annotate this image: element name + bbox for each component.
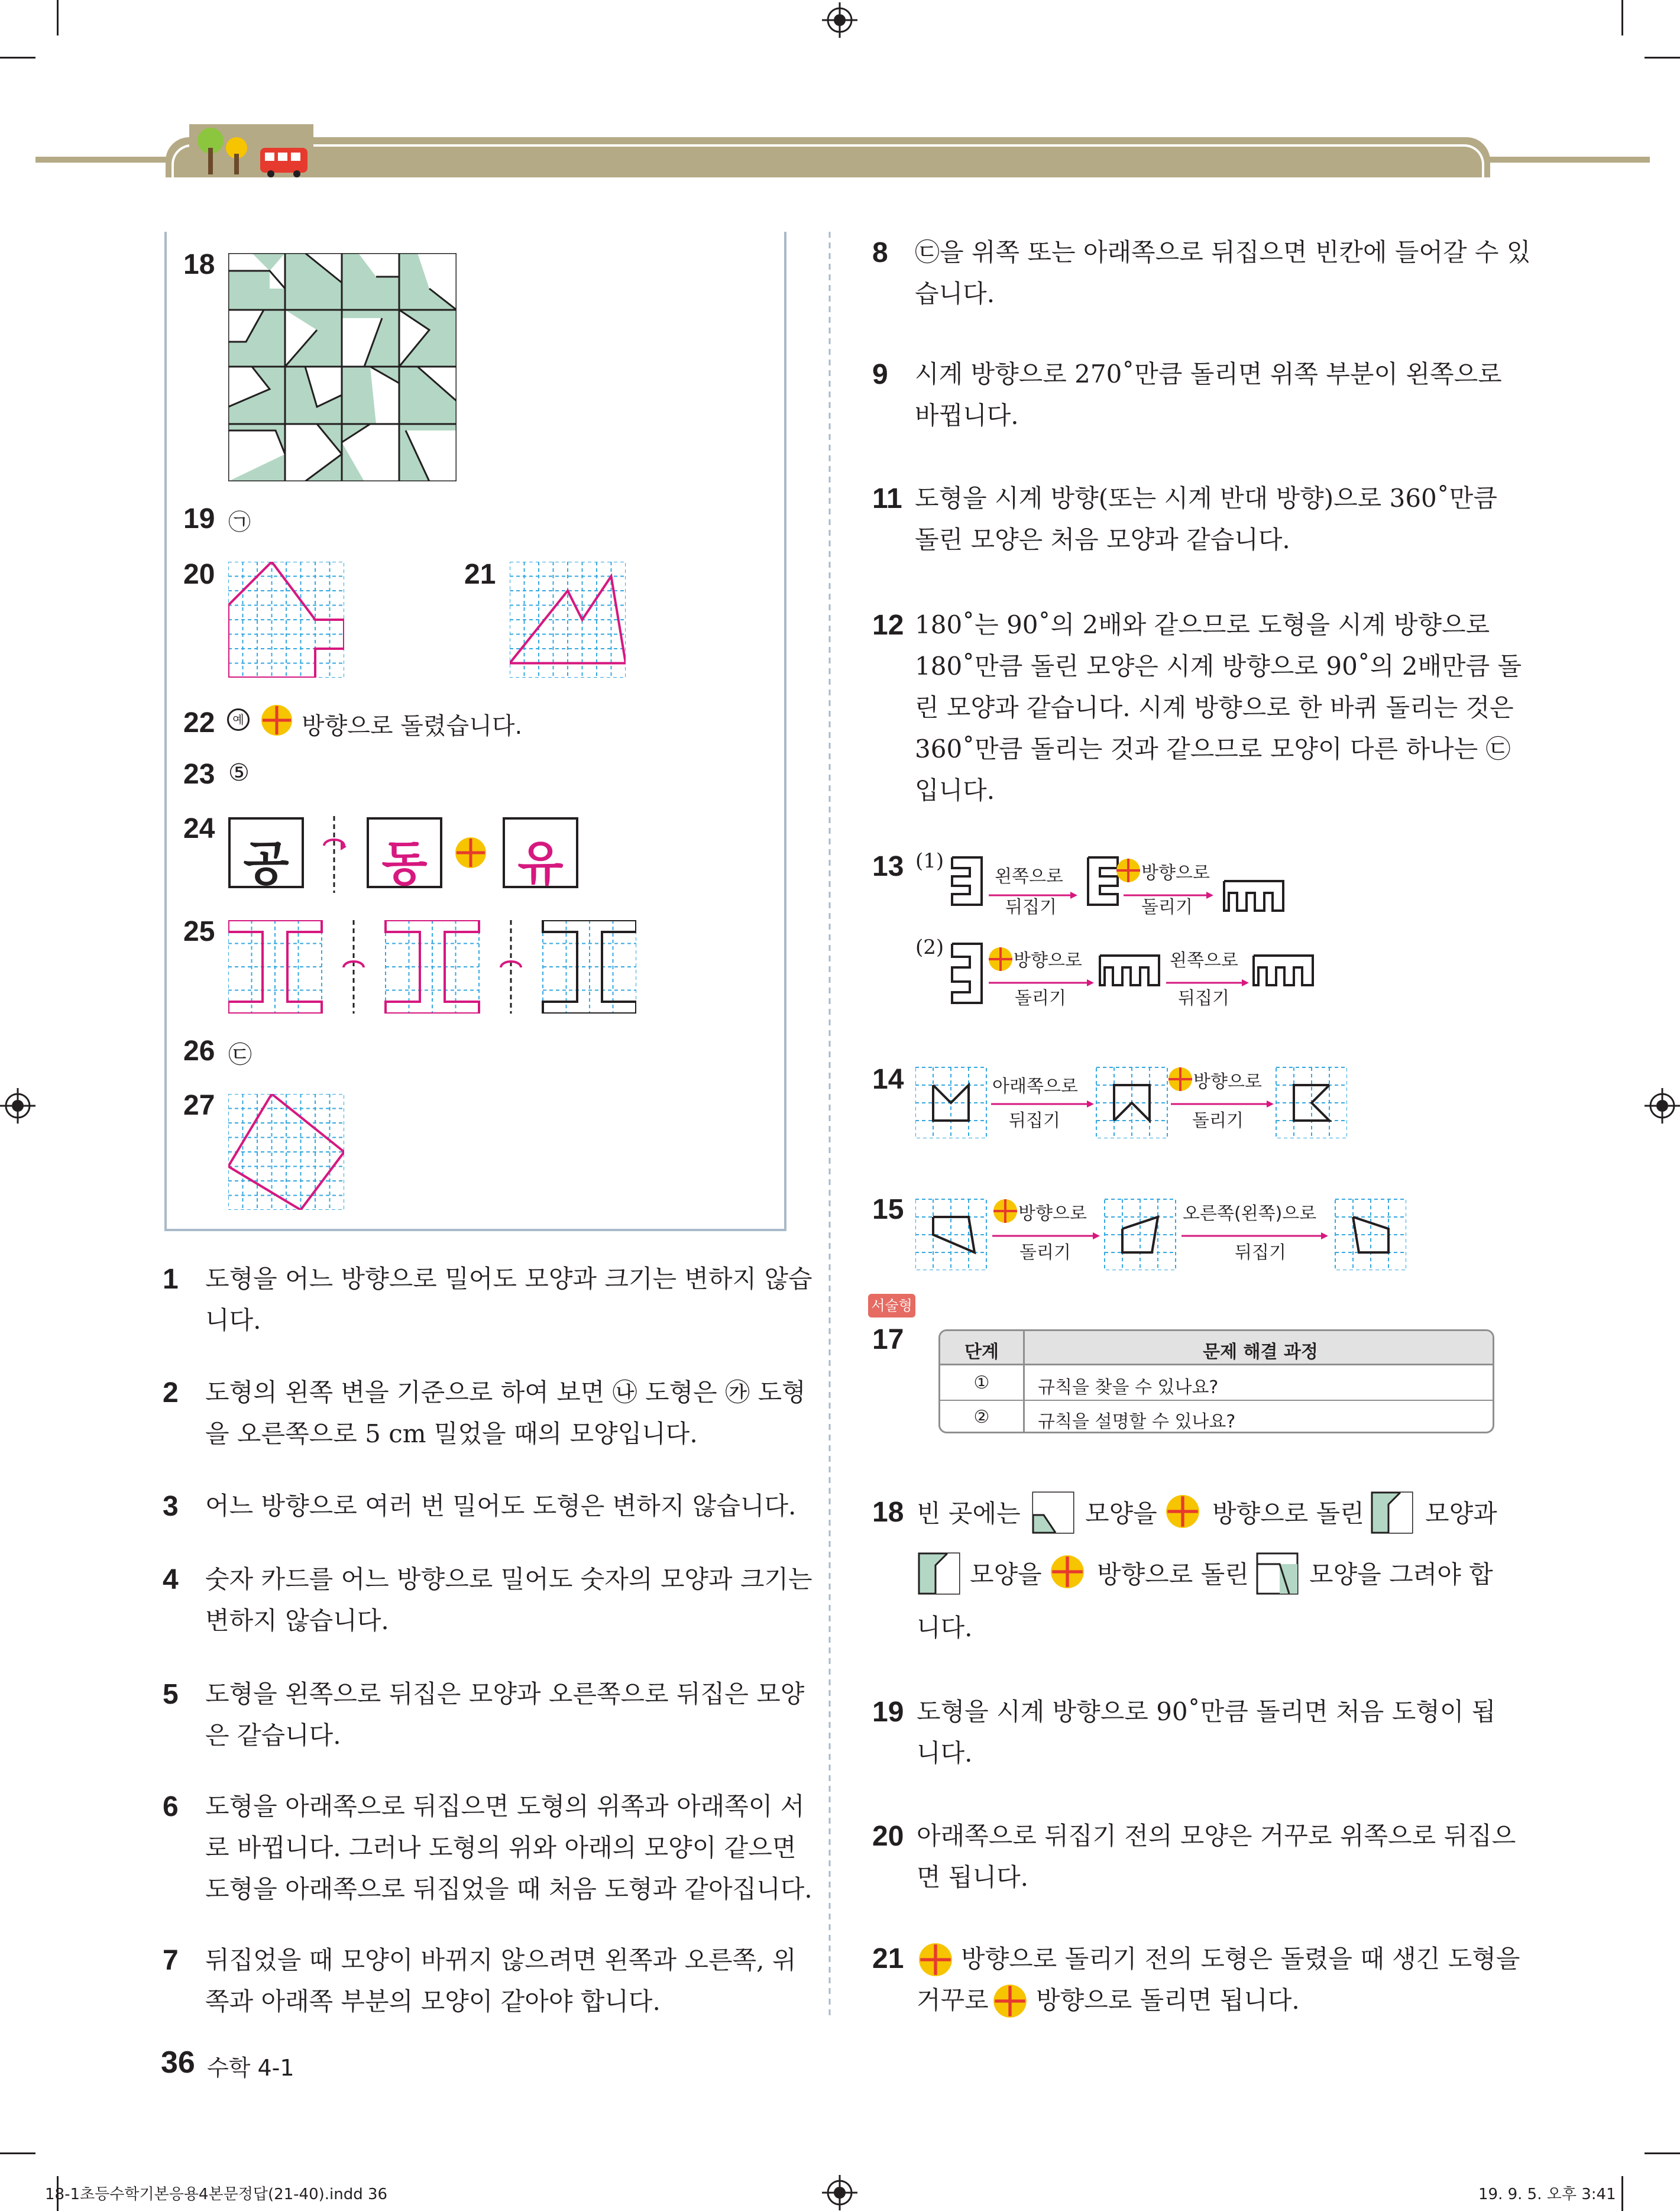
item-number: 4 — [163, 1564, 179, 1595]
table-row-step: ② — [973, 1407, 990, 1427]
item-number: 6 — [163, 1791, 179, 1822]
tile-shape-a-icon — [1032, 1491, 1074, 1534]
file-name: 18-1초등수학기본응용4본문정답(21-40).indd 36 — [45, 2186, 388, 2203]
item-number-13: 13 — [872, 851, 904, 882]
item-line: 을 오른쪽으로 5 cm 밀었을 때의 모양입니다. — [205, 1419, 698, 1448]
item-number-14: 14 — [872, 1064, 904, 1095]
item-line: 바뀝니다. — [915, 401, 1019, 430]
item-number-21: 21 — [872, 1943, 904, 1974]
column-divider — [828, 232, 831, 2018]
item-line: 180˚만큼 돌린 모양은 시계 방향으로 90˚의 2배만큼 돌 — [915, 652, 1522, 681]
char-card — [503, 817, 578, 891]
crop-mark — [0, 57, 35, 59]
registration-mark-icon — [822, 2, 857, 38]
item-number-19: 19 — [872, 1697, 904, 1728]
answer-22-text: 방향으로 돌렸습니다. — [302, 713, 523, 740]
table-row-text: 규칙을 설명할 수 있나요? — [1038, 1412, 1236, 1432]
item-line: 도형을 어느 방향으로 밀어도 모양과 크기는 변하지 않습 — [205, 1264, 813, 1293]
item-18-text: 빈 곳에는 — [917, 1499, 1021, 1528]
answer-number-22: 22 — [183, 707, 215, 739]
item-number: 2 — [163, 1377, 179, 1409]
char-card-text: 동 — [381, 836, 428, 891]
item-18-text: 방향으로 돌린 — [1212, 1499, 1364, 1528]
crop-mark — [1621, 2176, 1623, 2211]
item-line: 도형을 아래쪽으로 뒤집었을 때 처음 도형과 같아집니다. — [205, 1875, 813, 1904]
item-line: 360˚만큼 돌리는 것과 같으므로 모양이 다른 하나는 ㉢ — [915, 734, 1511, 763]
item-18-text: 모양을 그려야 합 — [1309, 1560, 1493, 1589]
label-dir: 방향으로 — [1193, 1071, 1262, 1092]
label-dir: 방향으로 — [1141, 863, 1210, 883]
example-mark: 예 — [227, 708, 250, 731]
label-rl-flip: 오른쪽(왼쪽)으로 — [1183, 1203, 1317, 1224]
label-dir: 방향으로 — [1018, 1203, 1087, 1224]
label-flip: 뒤집기 — [1005, 897, 1057, 917]
item-18-text: 모양을 — [1085, 1499, 1157, 1528]
answer-20-figure — [228, 562, 344, 678]
item-18-text: 니다. — [917, 1613, 973, 1642]
tile-shape-b-icon — [918, 1552, 960, 1595]
item-21-text: 방향으로 돌리기 전의 도형은 돌렸을 때 생긴 도형을 — [961, 1944, 1520, 1973]
table-divider — [940, 1400, 1493, 1401]
item-line: 도형을 왼쪽으로 뒤집은 모양과 오른쪽으로 뒤집은 모양 — [205, 1679, 805, 1708]
crop-mark — [0, 2152, 35, 2154]
rotation-symbol-icon — [1050, 1554, 1085, 1590]
item-21-text: 방향으로 돌리면 됩니다. — [1036, 1986, 1300, 2015]
tree-bus-icon — [189, 124, 313, 177]
scoring-table — [938, 1329, 1494, 1433]
item-line: 변하지 않습니다. — [205, 1606, 389, 1635]
item-number: 9 — [872, 359, 888, 390]
label-flip: 뒤집기 — [1009, 1111, 1060, 1131]
item-line: 뒤집었을 때 모양이 바뀌지 않으려면 왼쪽과 오른쪽, 위 — [205, 1945, 797, 1974]
label-turn: 돌리기 — [1015, 988, 1066, 1009]
book-title: 수학 4-1 — [207, 2055, 294, 2081]
item-21-text: 거꾸로 — [917, 1986, 989, 2015]
item-line: 도형의 왼쪽 변을 기준으로 하여 보면 ㉯ 도형은 ㉮ 도형 — [205, 1378, 806, 1407]
label-down-flip: 아래쪽으로 — [992, 1076, 1078, 1097]
char-card — [367, 817, 442, 891]
rotation-symbol-icon — [918, 1942, 953, 1977]
timestamp: 19. 9. 5. 오후 3:41 — [1478, 2186, 1616, 2203]
tile-pattern-figure — [228, 253, 457, 481]
tile-shape-b-icon — [1371, 1491, 1413, 1534]
essay-badge: 서술형 — [868, 1294, 915, 1317]
tile-shape-c-icon — [1256, 1552, 1299, 1595]
item-line: ㉢을 위쪽 또는 아래쪽으로 뒤집으면 빈칸에 들어갈 수 있 — [915, 238, 1531, 267]
item-number-15: 15 — [872, 1194, 904, 1225]
item-number: 5 — [163, 1679, 179, 1710]
answer-number-19: 19 — [183, 503, 215, 535]
answer-number-23: 23 — [183, 759, 215, 790]
item-line: 로 바뀝니다. 그러나 도형의 위와 아래의 모양이 같으면 — [205, 1833, 797, 1862]
item-number-18: 18 — [872, 1497, 904, 1528]
answer-number-24: 24 — [183, 813, 215, 844]
flip-axis-symbol — [319, 816, 349, 893]
rotation-symbol-icon — [1165, 1494, 1200, 1529]
item-line: 도형을 아래쪽으로 뒤집으면 도형의 위쪽과 아래쪽이 서 — [205, 1792, 805, 1821]
registration-mark-icon — [822, 2175, 857, 2210]
label-flip: 뒤집기 — [1235, 1242, 1286, 1263]
item-line: 돌린 모양은 처음 모양과 같습니다. — [915, 525, 1290, 554]
item-line: 도형을 시계 방향(또는 시계 반대 방향)으로 360˚만큼 — [915, 484, 1497, 513]
item-19-line-2: 니다. — [917, 1739, 973, 1767]
crop-mark — [57, 0, 59, 35]
item-18-text: 모양과 — [1425, 1499, 1497, 1528]
item-number: 11 — [872, 483, 902, 514]
answer-27-figure — [228, 1094, 344, 1210]
item-line: 은 같습니다. — [205, 1721, 341, 1750]
diagram-15 — [915, 1193, 1406, 1270]
crop-mark — [1645, 2152, 1680, 2154]
item-line: 습니다. — [915, 279, 995, 308]
label-turn: 돌리기 — [1019, 1242, 1071, 1263]
item-20-line-2: 면 됩니다. — [917, 1863, 1028, 1892]
answer-26-value: ㉢ — [228, 1041, 252, 1069]
crop-mark — [1645, 57, 1680, 59]
diagram-13-2 — [946, 932, 1325, 1009]
item-line: 린 모양과 같습니다. 시계 방향으로 한 바퀴 돌리는 것은 — [915, 693, 1514, 722]
item-number: 7 — [163, 1945, 179, 1976]
header-band-tab-outline — [171, 144, 1484, 177]
item-line: 입니다. — [915, 776, 995, 805]
item-number: 1 — [163, 1264, 179, 1295]
item-18-text: 방향으로 돌린 — [1097, 1560, 1249, 1589]
char-card — [228, 817, 304, 891]
answer-number-25: 25 — [183, 916, 215, 947]
item-number-20: 20 — [872, 1821, 904, 1852]
item-number: 3 — [163, 1491, 179, 1522]
rotation-symbol-icon — [260, 704, 293, 737]
item-line: 니다. — [205, 1306, 261, 1335]
answer-number-20: 20 — [183, 559, 215, 590]
sub-label-2: (2) — [915, 935, 944, 959]
char-card-text: 공 — [243, 836, 289, 891]
answer-number-26: 26 — [183, 1035, 215, 1067]
diagram-13-1 — [946, 846, 1301, 917]
item-18-text: 모양을 — [970, 1560, 1042, 1589]
item-line: 쪽과 아래쪽 부분의 모양이 같아야 합니다. — [205, 1987, 661, 2016]
rotation-symbol-icon — [992, 1983, 1028, 2019]
sub-label-1: (1) — [915, 849, 944, 873]
table-row-text: 규칙을 찾을 수 있나요? — [1038, 1377, 1219, 1398]
table-header-process: 문제 해결 과정 — [1203, 1342, 1318, 1362]
answer-23-value: ⑤ — [228, 759, 250, 786]
table-row-step: ① — [973, 1372, 990, 1393]
answer-21-figure — [510, 562, 626, 678]
item-line: 시계 방향으로 270˚만큼 돌리면 위쪽 부분이 왼쪽으로 — [915, 360, 1502, 389]
crop-mark — [1621, 0, 1623, 35]
answer-25-figures — [228, 920, 636, 1014]
item-number: 8 — [872, 237, 888, 268]
answer-19-value: ㉠ — [228, 509, 251, 535]
table-header-step: 단계 — [964, 1342, 999, 1362]
label-left-flip: 왼쪽으로 — [1170, 950, 1238, 971]
answer-number-21: 21 — [464, 559, 496, 590]
page-number: 36 — [161, 2045, 195, 2080]
item-20-line-1: 아래쪽으로 뒤집기 전의 모양은 거꾸로 위쪽으로 뒤집으 — [917, 1821, 1516, 1850]
registration-mark-icon — [0, 1088, 35, 1124]
item-number: 12 — [872, 610, 904, 641]
label-turn: 돌리기 — [1192, 1111, 1244, 1131]
item-line: 숫자 카드를 어느 방향으로 밀어도 숫자의 모양과 크기는 — [205, 1565, 813, 1594]
rotation-symbol-icon — [454, 836, 487, 869]
item-line: 180˚는 90˚의 2배와 같으므로 도형을 시계 방향으로 — [915, 610, 1490, 639]
label-turn: 돌리기 — [1141, 897, 1193, 917]
char-card-text: 유 — [517, 836, 564, 891]
item-19-line-1: 도형을 시계 방향으로 90˚만큼 돌리면 처음 도형이 됩 — [917, 1697, 1496, 1726]
label-left-flip: 왼쪽으로 — [995, 866, 1063, 887]
label-dir: 방향으로 — [1014, 950, 1082, 971]
answer-number-27: 27 — [183, 1090, 215, 1121]
item-number-17: 17 — [872, 1324, 904, 1355]
diagram-14 — [915, 1061, 1347, 1138]
registration-mark-icon — [1645, 1088, 1680, 1124]
answer-number-18: 18 — [183, 249, 215, 280]
label-flip: 뒤집기 — [1178, 988, 1229, 1009]
item-line: 어느 방향으로 여러 번 밀어도 도형은 변하지 않습니다. — [205, 1491, 797, 1520]
